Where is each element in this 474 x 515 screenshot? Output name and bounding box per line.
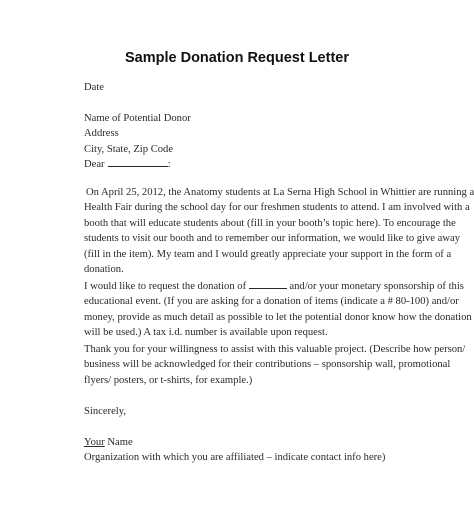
salutation-blank	[108, 158, 168, 167]
recipient-address	[84, 111, 406, 157]
salutation-prefix: Dear	[84, 159, 105, 170]
paragraph-line: On April 25, 2012, the Anatomy students at La Serna High School in Whittier are running a	[86, 187, 474, 198]
signature-organization: Organization with which you are affiliated – indicate contact info here)	[84, 452, 386, 464]
donor-name-line: Name of Potential Donor	[84, 113, 191, 124]
page-title: Sample Donation Request Letter	[125, 50, 349, 66]
salutation	[84, 157, 406, 172]
paragraph-line: donation.	[84, 264, 124, 276]
paragraph-line: money, provide as much detail as possible to let the potential donor know how the donation	[84, 311, 472, 323]
signature-name: Name	[107, 437, 133, 448]
closing: Sincerely,	[84, 406, 126, 417]
donor-city-line: City, State, Zip Code	[84, 143, 174, 155]
request-text-after: and/or your monetary sponsorship of this	[289, 281, 464, 292]
salutation-suffix: :	[167, 159, 171, 170]
paragraph-line: educational event. (If you are asking for a donation of items (indicate a # 80-100) and/or	[84, 296, 459, 308]
donor-address-line: Address	[84, 128, 119, 140]
signature-block	[84, 435, 406, 466]
signature-name-line	[84, 435, 406, 450]
donation-blank	[249, 280, 287, 289]
paragraph-1	[84, 185, 474, 277]
date-line: Date	[84, 82, 104, 93]
paragraph-line	[84, 279, 464, 294]
paragraph-2	[84, 279, 472, 341]
paragraph-3	[84, 342, 466, 388]
paragraph-line: students to visit our booth and to remember our information, we would like to give away	[84, 233, 461, 245]
paragraph-line: will be used.) A tax i.d. number is available upon request.	[84, 327, 328, 339]
signature-your: Your	[84, 437, 105, 448]
paragraph-line: flyers/ posters, or t-shirts, for example.)	[84, 374, 253, 386]
request-text-before: I would like to request the donation of	[84, 281, 247, 292]
paragraph-line: business will be acknowledged for their contributions – sponsorship wall, promotional	[84, 359, 451, 371]
paragraph-line: Thank you for your willingness to assist with this valuable project. (Describe how person/	[84, 344, 466, 355]
paragraph-line: Health Fair during the school day for our freshmen students to attend. I am involved with a	[84, 202, 470, 214]
paragraph-line: booth that will educate students about (fill in your booth’s topic here). To encourage the	[84, 217, 456, 229]
paragraph-line: (fill in the item). My team and I would greatly appreciate your support in the form of a	[84, 248, 452, 260]
